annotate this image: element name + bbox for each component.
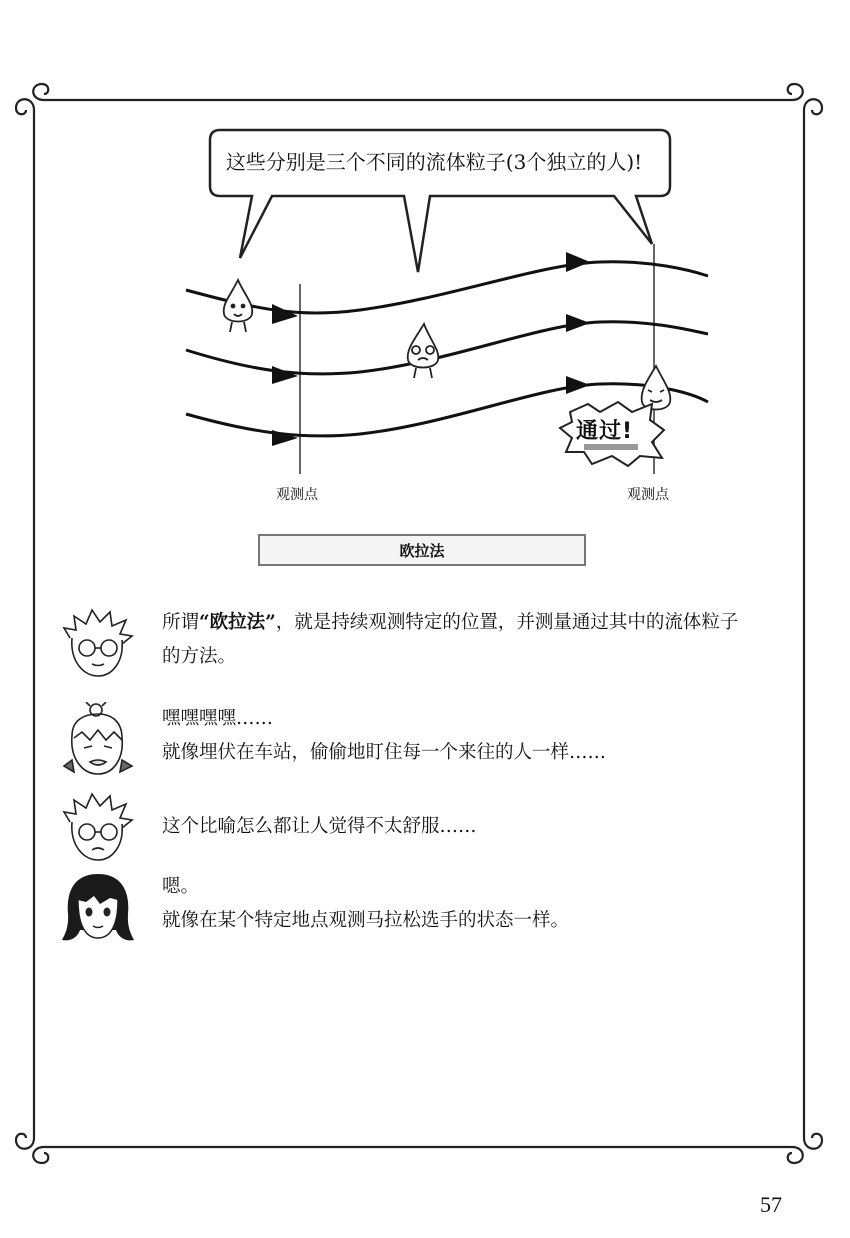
dialogue-line: 所谓“欧拉法”，就是持续观测特定的位置，并测量通过其中的流体粒子 [162, 612, 739, 633]
streamline-2 [186, 322, 708, 374]
dialogue-line: 就像埋伏在车站，偷偷地盯住每一个来往的人一样…… [162, 742, 607, 763]
dialogue-text [162, 702, 782, 770]
droplet-character-3 [642, 366, 671, 410]
page-number: 57 [760, 1192, 782, 1217]
streamline-1 [186, 262, 708, 313]
passed-text: 通过! [576, 419, 634, 444]
dark-haired-woman-avatar [60, 870, 136, 946]
dialogue-text [162, 606, 782, 674]
observation-label-left: 观测点 [276, 487, 318, 503]
droplet-character-1 [224, 280, 253, 332]
droplet-character-2 [408, 324, 439, 378]
speech-bubble-text: 这些分别是三个不同的流体粒子(3个独立的人)! [225, 150, 643, 174]
arrow-head [566, 314, 590, 332]
arrow-head [566, 376, 590, 394]
arrow-head [566, 252, 590, 272]
glasses-boy-avatar [60, 606, 136, 682]
dialogue-text [162, 870, 782, 938]
dialogue-line: 的方法。 [162, 646, 237, 667]
dialogue-text [162, 810, 782, 844]
dialogue-line: 就像在某个特定地点观测马拉松选手的状态一样。 [162, 910, 570, 931]
arrow-head [272, 304, 298, 324]
figure-caption [258, 534, 586, 566]
observation-label-right: 观测点 [627, 487, 669, 503]
arrow-head [272, 430, 298, 446]
dialogue-line: 嘿嘿嘿嘿…… [162, 708, 274, 729]
dialogue-line: 嗯。 [162, 876, 200, 897]
glasses-boy-avatar [60, 790, 136, 866]
girl-with-bun-avatar [60, 702, 136, 778]
figure-caption-text: 欧拉法 [399, 541, 445, 560]
arrow-head [272, 366, 298, 384]
dialogue-line: 这个比喻怎么都让人觉得不太舒服…… [162, 816, 477, 837]
term-highlight: “欧拉法” [199, 612, 276, 633]
